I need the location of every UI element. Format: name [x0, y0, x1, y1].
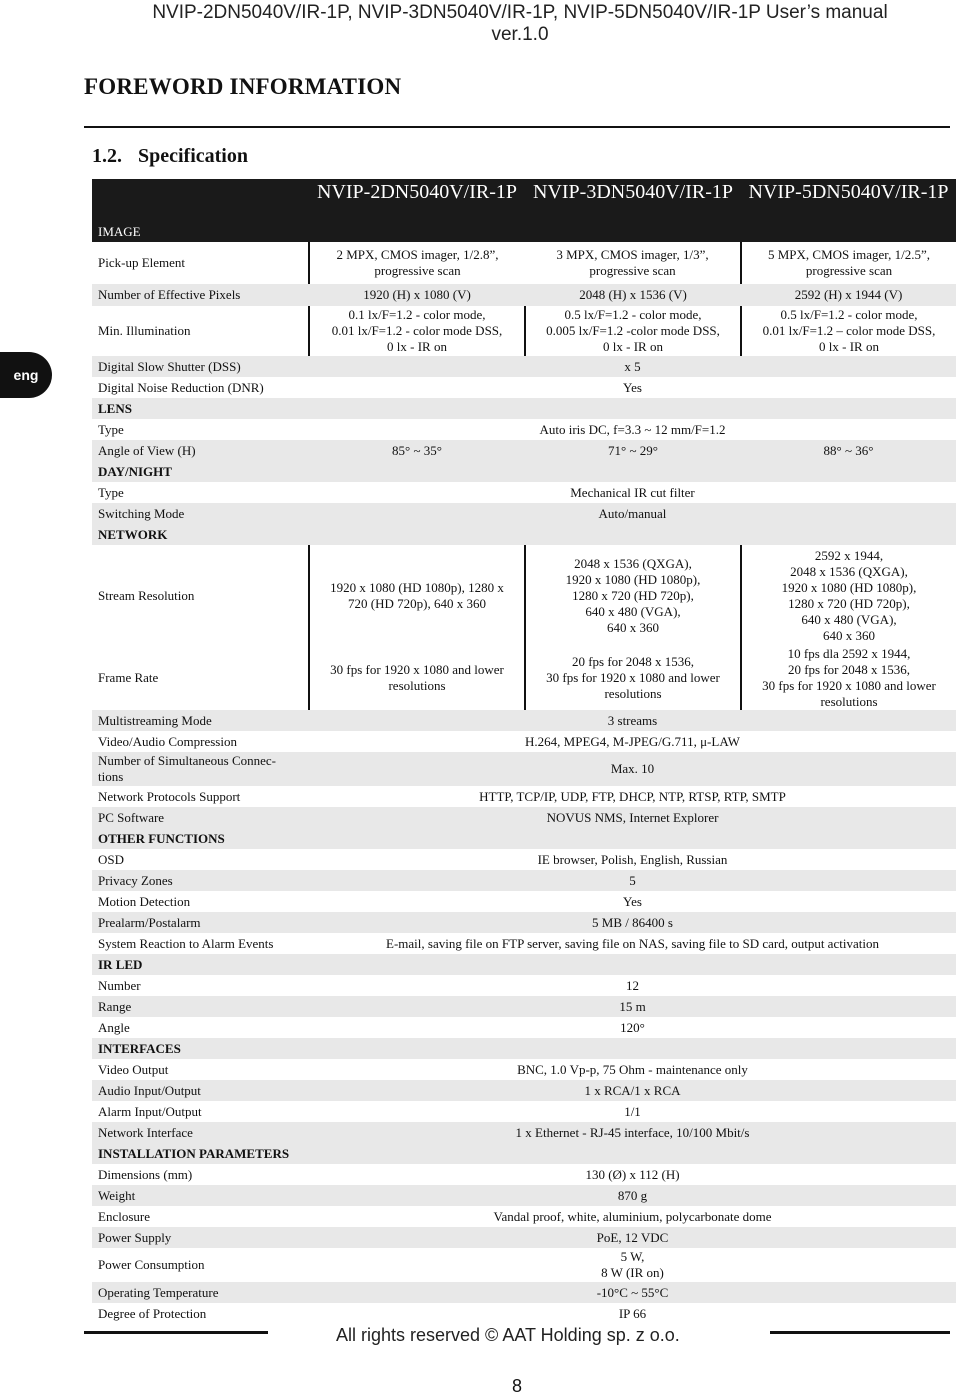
lens-section-label: LENS [92, 398, 956, 419]
table-row [92, 870, 956, 891]
illumination-5dn-line: 0.5 lx/F=1.2 - color mode, [780, 307, 918, 322]
power-consumption-label: Power Consumption [92, 1248, 309, 1282]
illumination-value-3dn [525, 306, 741, 356]
pickup-value-2dn: 2 MPX, CMOS imager, 1/2.8”, progressive scan [309, 242, 525, 284]
stream-value-5dn [741, 545, 956, 646]
table-row [92, 1303, 956, 1324]
dn-type-label: Type [92, 482, 309, 503]
aov-value-3dn: 71° ~ 29° [525, 440, 741, 461]
illumination-label: Min. Illumination [92, 306, 309, 356]
stream-2dn-line: 720 (HD 720p), 640 x 360 [348, 595, 486, 611]
frame-5dn-line: 20 fps for 2048 x 1536, [787, 662, 911, 677]
privacy-zones-value: 5 [309, 870, 956, 891]
illumination-3dn-line: 0.5 lx/F=1.2 - color mode, [564, 307, 702, 322]
dimensions-value: 130 (Ø) x 112 (H) [309, 1164, 956, 1185]
model-3dn-header: NVIP-3DN5040V/IR-1P [525, 179, 741, 242]
table-header-row [92, 179, 956, 242]
illumination-2dn-line: 0.01 lx/F=1.2 - color mode DSS, [331, 323, 503, 338]
table-row [92, 996, 956, 1017]
stream-5dn-line: 2048 x 1536 (QXGA), [790, 563, 908, 579]
protocols-value: HTTP, TCP/IP, UDP, FTP, DHCP, NTP, RTSP, RTP, SMTP [309, 786, 956, 807]
table-row [92, 933, 956, 954]
table-row [92, 440, 956, 461]
illumination-value-5dn [741, 306, 956, 356]
table-row [92, 1164, 956, 1185]
connections-label [92, 752, 309, 786]
protection-degree-value: IP 66 [309, 1303, 956, 1324]
table-row [92, 545, 956, 646]
table-row [92, 891, 956, 912]
frame-value-5dn [741, 646, 956, 710]
power-supply-label: Power Supply [92, 1227, 309, 1248]
table-row [92, 912, 956, 933]
table-row [92, 503, 956, 524]
section-divider [84, 126, 950, 128]
table-row [92, 1017, 956, 1038]
table-row [92, 1185, 956, 1206]
audio-io-value: 1 x RCA/1 x RCA [309, 1080, 956, 1101]
pixels-label: Number of Effective Pixels [92, 284, 309, 306]
compression-value: H.264, MPEG4, M-JPEG/G.711, μ-LAW [309, 731, 956, 752]
dnr-label: Digital Noise Reduction (DNR) [92, 377, 309, 398]
table-row [92, 710, 956, 731]
operating-temperature-value: -10°C ~ 55°C [309, 1282, 956, 1303]
prealarm-value: 5 MB / 86400 s [309, 912, 956, 933]
table-row [92, 786, 956, 807]
table-row [92, 242, 956, 284]
footer-divider-right [770, 1331, 950, 1334]
network-interface-label: Network Interface [92, 1122, 309, 1143]
image-section-label: IMAGE [92, 179, 309, 242]
frame-5dn-line: 10 fps dla 2592 x 1944, [787, 646, 911, 661]
motion-detection-value: Yes [309, 891, 956, 912]
page-number: 8 [511, 1376, 522, 1396]
multistreaming-value: 3 streams [309, 710, 956, 731]
dss-label: Digital Slow Shutter (DSS) [92, 356, 309, 377]
lens-section-row [92, 398, 956, 419]
protection-degree-label: Degree of Protection [92, 1303, 309, 1324]
alarm-io-label: Alarm Input/Output [92, 1101, 309, 1122]
frame-3dn-line: resolutions [604, 686, 662, 701]
table-row [92, 1282, 956, 1303]
stream-5dn-line: 640 x 360 [823, 627, 875, 643]
pixels-value-2dn: 1920 (H) x 1080 (V) [309, 284, 525, 306]
connections-label-line: tions [98, 769, 124, 784]
illumination-value-2dn [309, 306, 525, 356]
table-row [92, 419, 956, 440]
other-functions-section-row [92, 828, 956, 849]
stream-3dn-line: 640 x 360 [607, 619, 659, 635]
stream-5dn-line: 1920 x 1080 (HD 1080p), [781, 579, 917, 595]
frame-3dn-line: 20 fps for 2048 x 1536, [571, 654, 695, 669]
switching-mode-label: Switching Mode [92, 503, 309, 524]
spec-heading [92, 145, 248, 168]
illumination-5dn-line: 0.01 lx/F=1.2 – color mode DSS, [762, 323, 936, 338]
model-2dn-header: NVIP-2DN5040V/IR-1P [309, 179, 525, 242]
audio-io-label: Audio Input/Output [92, 1080, 309, 1101]
footer-divider-left [84, 1331, 268, 1334]
aov-value-2dn: 85° ~ 35° [309, 440, 525, 461]
ir-led-section-label: IR LED [92, 954, 956, 975]
network-section-row [92, 524, 956, 545]
table-row [92, 1248, 956, 1282]
frame-rate-label: Frame Rate [92, 646, 309, 710]
copyright-text: All rights reserved © AAT Holding sp. z o.o. [336, 1325, 680, 1345]
table-row [92, 377, 956, 398]
network-section-label: NETWORK [92, 524, 956, 545]
prealarm-label: Prealarm/Postalarm [92, 912, 309, 933]
table-row [92, 1101, 956, 1122]
protocols-label: Network Protocols Support [92, 786, 309, 807]
multistreaming-label: Multistreaming Mode [92, 710, 309, 731]
illumination-2dn-line: 0.1 lx/F=1.2 - color mode, [348, 307, 486, 322]
weight-value: 870 g [309, 1185, 956, 1206]
frame-2dn-line: 30 fps for 1920 x 1080 and lower [330, 662, 504, 677]
enclosure-label: Enclosure [92, 1206, 309, 1227]
alarm-reaction-value: E-mail, saving file on FTP server, saving file on NAS, saving file to SD card, output activation [309, 933, 956, 954]
table-row [92, 1227, 956, 1248]
osd-label: OSD [92, 849, 309, 870]
video-output-label: Video Output [92, 1059, 309, 1080]
alarm-reaction-label: System Reaction to Alarm Events [92, 933, 309, 954]
frame-value-3dn [525, 646, 741, 710]
illumination-2dn-line: 0 lx - IR on [387, 339, 447, 354]
stream-5dn-line: 2592 x 1944, [814, 547, 884, 563]
frame-5dn-line: 30 fps for 1920 x 1080 and lower [762, 678, 936, 693]
video-output-value: BNC, 1.0 Vp-p, 75 Ohm - maintenance only [309, 1059, 956, 1080]
osd-value: IE browser, Polish, English, Russian [309, 849, 956, 870]
pc-software-label: PC Software [92, 807, 309, 828]
illumination-3dn-line: 0 lx - IR on [603, 339, 663, 354]
interfaces-section-row [92, 1038, 956, 1059]
pixels-value-5dn: 2592 (H) x 1944 (V) [741, 284, 956, 306]
stream-2dn-line: 1920 x 1080 (HD 1080p), 1280 x [330, 579, 504, 595]
power-consumption-value [309, 1248, 956, 1282]
pickup-value-3dn: 3 MPX, CMOS imager, 1/3”, progressive scan [525, 242, 741, 284]
daynight-section-label: DAY/NIGHT [92, 461, 956, 482]
compression-label: Video/Audio Compression [92, 731, 309, 752]
ir-angle-label: Angle [92, 1017, 309, 1038]
model-5dn-header: NVIP-5DN5040V/IR-1P [741, 179, 956, 242]
connections-label-line: Number of Simultaneous Connec- [98, 753, 276, 768]
table-row [92, 306, 956, 356]
ir-range-label: Range [92, 996, 309, 1017]
table-row [92, 356, 956, 377]
pickup-label: Pick-up Element [92, 242, 309, 284]
illumination-5dn-line: 0 lx - IR on [819, 339, 879, 354]
stream-value-2dn [309, 545, 525, 646]
operating-temperature-label: Operating Temperature [92, 1282, 309, 1303]
table-row [92, 482, 956, 503]
network-interface-value: 1 x Ethernet - RJ-45 interface, 10/100 Mbit/s [309, 1122, 956, 1143]
installation-section-row [92, 1143, 956, 1164]
table-row [92, 849, 956, 870]
illumination-3dn-line: 0.005 lx/F=1.2 -color mode DSS, [546, 323, 720, 338]
dss-value: x 5 [309, 356, 956, 377]
interfaces-section-label: INTERFACES [92, 1038, 956, 1059]
header-title-line1: NVIP-2DN5040V/IR-1P, NVIP-3DN5040V/IR-1P, NVIP-5DN5040V/IR-1P User’s manual [152, 2, 888, 23]
table-row [92, 807, 956, 828]
aov-label: Angle of View (H) [92, 440, 309, 461]
ir-number-label: Number [92, 975, 309, 996]
specification-table [92, 179, 956, 1324]
switching-mode-value: Auto/manual [309, 503, 956, 524]
stream-resolution-label: Stream Resolution [92, 545, 309, 646]
dnr-value: Yes [309, 377, 956, 398]
frame-5dn-line: resolutions [820, 694, 878, 709]
document-header [90, 2, 950, 46]
motion-detection-label: Motion Detection [92, 891, 309, 912]
table-row [92, 1122, 956, 1143]
connections-value: Max. 10 [309, 752, 956, 786]
stream-3dn-line: 1920 x 1080 (HD 1080p), [565, 571, 701, 587]
pickup-value-5dn: 5 MPX, CMOS imager, 1/2.5”, progressive scan [741, 242, 956, 284]
table-row [92, 1206, 956, 1227]
ir-angle-value: 120° [309, 1017, 956, 1038]
ir-range-value: 15 m [309, 996, 956, 1017]
enclosure-value: Vandal proof, white, aluminium, polycarbonate dome [309, 1206, 956, 1227]
frame-value-2dn [309, 646, 525, 710]
other-functions-section-label: OTHER FUNCTIONS [92, 828, 956, 849]
table-row [92, 752, 956, 786]
spec-heading-title: Specification [138, 145, 248, 167]
table-row [92, 975, 956, 996]
aov-value-5dn: 88° ~ 36° [741, 440, 956, 461]
spec-heading-number: 1.2. [92, 145, 122, 167]
table-row [92, 646, 956, 710]
power-consumption-line: 8 W (IR on) [601, 1265, 664, 1280]
pixels-value-3dn: 2048 (H) x 1536 (V) [525, 284, 741, 306]
table-row [92, 1059, 956, 1080]
stream-5dn-line: 640 x 480 (VGA), [801, 611, 897, 627]
ir-led-section-row [92, 954, 956, 975]
stream-3dn-line: 2048 x 1536 (QXGA), [574, 555, 692, 571]
lens-type-label: Type [92, 419, 309, 440]
dn-type-value: Mechanical IR cut filter [309, 482, 956, 503]
table-row [92, 731, 956, 752]
stream-3dn-line: 640 x 480 (VGA), [585, 603, 681, 619]
ir-number-value: 12 [309, 975, 956, 996]
power-consumption-line: 5 W, [620, 1249, 645, 1264]
table-row [92, 1080, 956, 1101]
section-title: FOREWORD INFORMATION [84, 74, 402, 99]
language-tab[interactable]: eng [0, 352, 52, 398]
stream-5dn-line: 1280 x 720 (HD 720p), [788, 595, 910, 611]
lens-type-value: Auto iris DC, f=3.3 ~ 12 mm/F=1.2 [309, 419, 956, 440]
daynight-section-row [92, 461, 956, 482]
frame-2dn-line: resolutions [388, 678, 446, 693]
stream-3dn-line: 1280 x 720 (HD 720p), [572, 587, 694, 603]
header-title-line2: ver.1.0 [491, 24, 549, 45]
privacy-zones-label: Privacy Zones [92, 870, 309, 891]
table-row [92, 284, 956, 306]
installation-section-label: INSTALLATION PARAMETERS [92, 1143, 956, 1164]
alarm-io-value: 1/1 [309, 1101, 956, 1122]
dimensions-label: Dimensions (mm) [92, 1164, 309, 1185]
stream-value-3dn [525, 545, 741, 646]
frame-3dn-line: 30 fps for 1920 x 1080 and lower [546, 670, 720, 685]
power-supply-value: PoE, 12 VDC [309, 1227, 956, 1248]
pc-software-value: NOVUS NMS, Internet Explorer [309, 807, 956, 828]
weight-label: Weight [92, 1185, 309, 1206]
